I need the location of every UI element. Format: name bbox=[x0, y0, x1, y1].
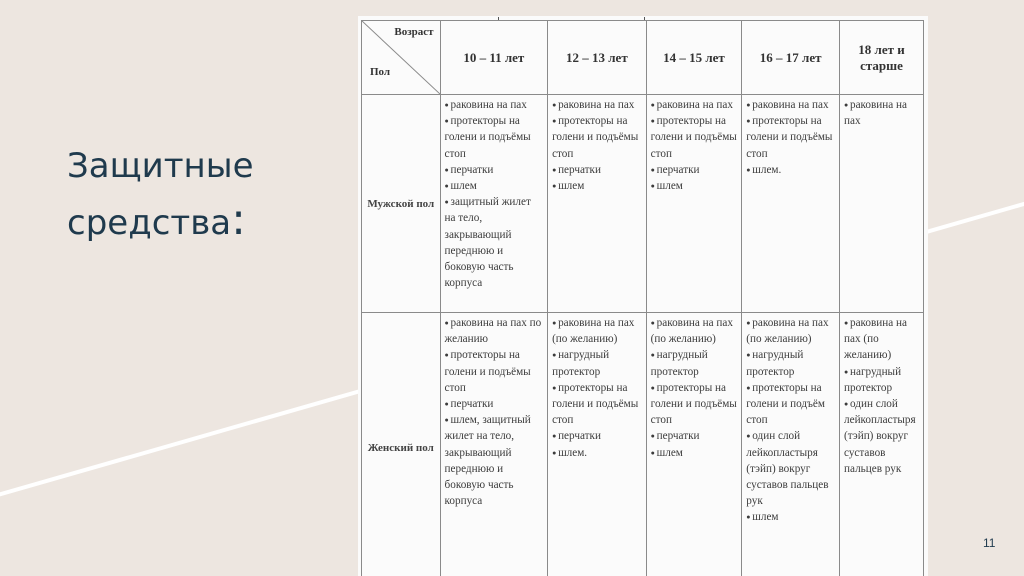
gear-item: ● шлем bbox=[445, 178, 545, 194]
row-label-male: Мужской пол bbox=[362, 95, 441, 313]
table-row-female bbox=[362, 313, 924, 576]
gear-item: ● перчатки bbox=[552, 428, 643, 444]
gear-item: ● нагрудный протектор bbox=[651, 347, 739, 379]
gear-item: ● раковина на пах bbox=[552, 97, 643, 113]
table-cell bbox=[742, 95, 840, 313]
corner-age-label: Возраст bbox=[394, 26, 434, 38]
scanned-table-image bbox=[358, 16, 928, 576]
table-cell bbox=[548, 95, 647, 313]
gear-item: ● перчатки bbox=[552, 162, 643, 178]
column-header: 14 – 15 лет bbox=[646, 21, 742, 95]
protective-gear-table bbox=[361, 20, 924, 576]
gear-item: ● нагрудный протектор bbox=[746, 347, 836, 379]
gear-item: ● шлем bbox=[552, 178, 643, 194]
table-cell bbox=[840, 313, 924, 576]
gear-list bbox=[742, 95, 839, 178]
gear-item: ● перчатки bbox=[445, 396, 545, 412]
gear-item: ● раковина на пах bbox=[651, 97, 739, 113]
column-header: 16 – 17 лет bbox=[742, 21, 840, 95]
gear-item: ● раковина на пах bbox=[844, 97, 920, 129]
gear-item: ● шлем bbox=[651, 445, 739, 461]
gear-item: ● перчатки bbox=[651, 428, 739, 444]
gear-item: ● шлем. bbox=[746, 162, 836, 178]
gear-item: ● раковина на пах bbox=[445, 97, 545, 113]
gear-item: ● протекторы на голени и подъёмы стоп bbox=[445, 347, 545, 396]
gear-item: ● нагрудный протектор bbox=[552, 347, 643, 379]
gear-list bbox=[548, 313, 646, 461]
gear-item: ● протекторы на голени и подъёмы стоп bbox=[651, 113, 739, 162]
gear-item: ● шлем, защитный жилет на тело, закрывающий переднюю и боковую часть корпуса bbox=[445, 412, 545, 509]
title-line-1: Защитные bbox=[67, 146, 254, 186]
gear-item: ● защитный жилет на тело, закрывающий переднюю и боковую часть корпуса bbox=[445, 194, 545, 291]
gear-item: ● раковина на пах (по желанию) bbox=[651, 315, 739, 347]
gear-list bbox=[441, 95, 548, 291]
gear-item: ● один слой лейкопластыря (тэйп) вокруг суставов пальцев рук bbox=[746, 428, 836, 509]
gear-item: ● перчатки bbox=[445, 162, 545, 178]
table-cell bbox=[646, 313, 742, 576]
gear-item: ● шлем bbox=[651, 178, 739, 194]
gear-item: ● протекторы на голени и подъёмы стоп bbox=[552, 113, 643, 162]
column-header: 12 – 13 лет bbox=[548, 21, 647, 95]
gear-list bbox=[647, 313, 742, 461]
table-cell bbox=[840, 95, 924, 313]
gear-item: ● протекторы на голени и подъём стоп bbox=[746, 380, 836, 429]
column-header: 18 лет и старше bbox=[840, 21, 924, 95]
gear-item: ● раковина на пах (по желанию) bbox=[844, 315, 920, 364]
row-label-female: Женский пол bbox=[362, 313, 441, 576]
gear-item: ● раковина на пах bbox=[746, 97, 836, 113]
gear-item: ● протекторы на голени и подъёмы стоп bbox=[651, 380, 739, 429]
corner-sex-label: Пол bbox=[370, 66, 391, 78]
table-cell bbox=[440, 313, 548, 576]
table-row-male bbox=[362, 95, 924, 313]
gear-list bbox=[840, 95, 923, 129]
gear-item: ● раковина на пах (по желанию) bbox=[746, 315, 836, 347]
gear-item: ● протекторы на голени и подъёмы стоп bbox=[746, 113, 836, 162]
table-cell bbox=[548, 313, 647, 576]
gear-list bbox=[742, 313, 839, 526]
decorative-stripe-left bbox=[0, 382, 385, 502]
gear-item: ● перчатки bbox=[651, 162, 739, 178]
gear-list bbox=[441, 313, 548, 509]
gear-item: ● один слой лейкопластыря (тэйп) вокруг суставов пальцев рук bbox=[844, 396, 920, 477]
header-corner-cell bbox=[362, 21, 441, 95]
gear-item: ● протекторы на голени и подъёмы стоп bbox=[552, 380, 643, 429]
gear-item: ● раковина на пах (по желанию) bbox=[552, 315, 643, 347]
gear-list bbox=[647, 95, 742, 194]
table-cell bbox=[742, 313, 840, 576]
gear-list bbox=[548, 95, 646, 194]
gear-list bbox=[840, 313, 923, 477]
gear-item: ● шлем bbox=[746, 509, 836, 525]
title-line-2 bbox=[67, 193, 347, 250]
slide-title bbox=[67, 140, 347, 250]
column-header: 10 – 11 лет bbox=[440, 21, 548, 95]
gear-item: ● шлем. bbox=[552, 445, 643, 461]
table-cell bbox=[440, 95, 548, 313]
table-cell bbox=[646, 95, 742, 313]
page-number: 11 bbox=[983, 536, 996, 550]
title-line-2-text: средства bbox=[67, 203, 232, 243]
gear-item: ● протекторы на голени и подъёмы стоп bbox=[445, 113, 545, 162]
gear-item: ● раковина на пах по желанию bbox=[445, 315, 545, 347]
table-header-row bbox=[362, 21, 924, 95]
gear-item: ● нагрудный протектор bbox=[844, 364, 920, 396]
